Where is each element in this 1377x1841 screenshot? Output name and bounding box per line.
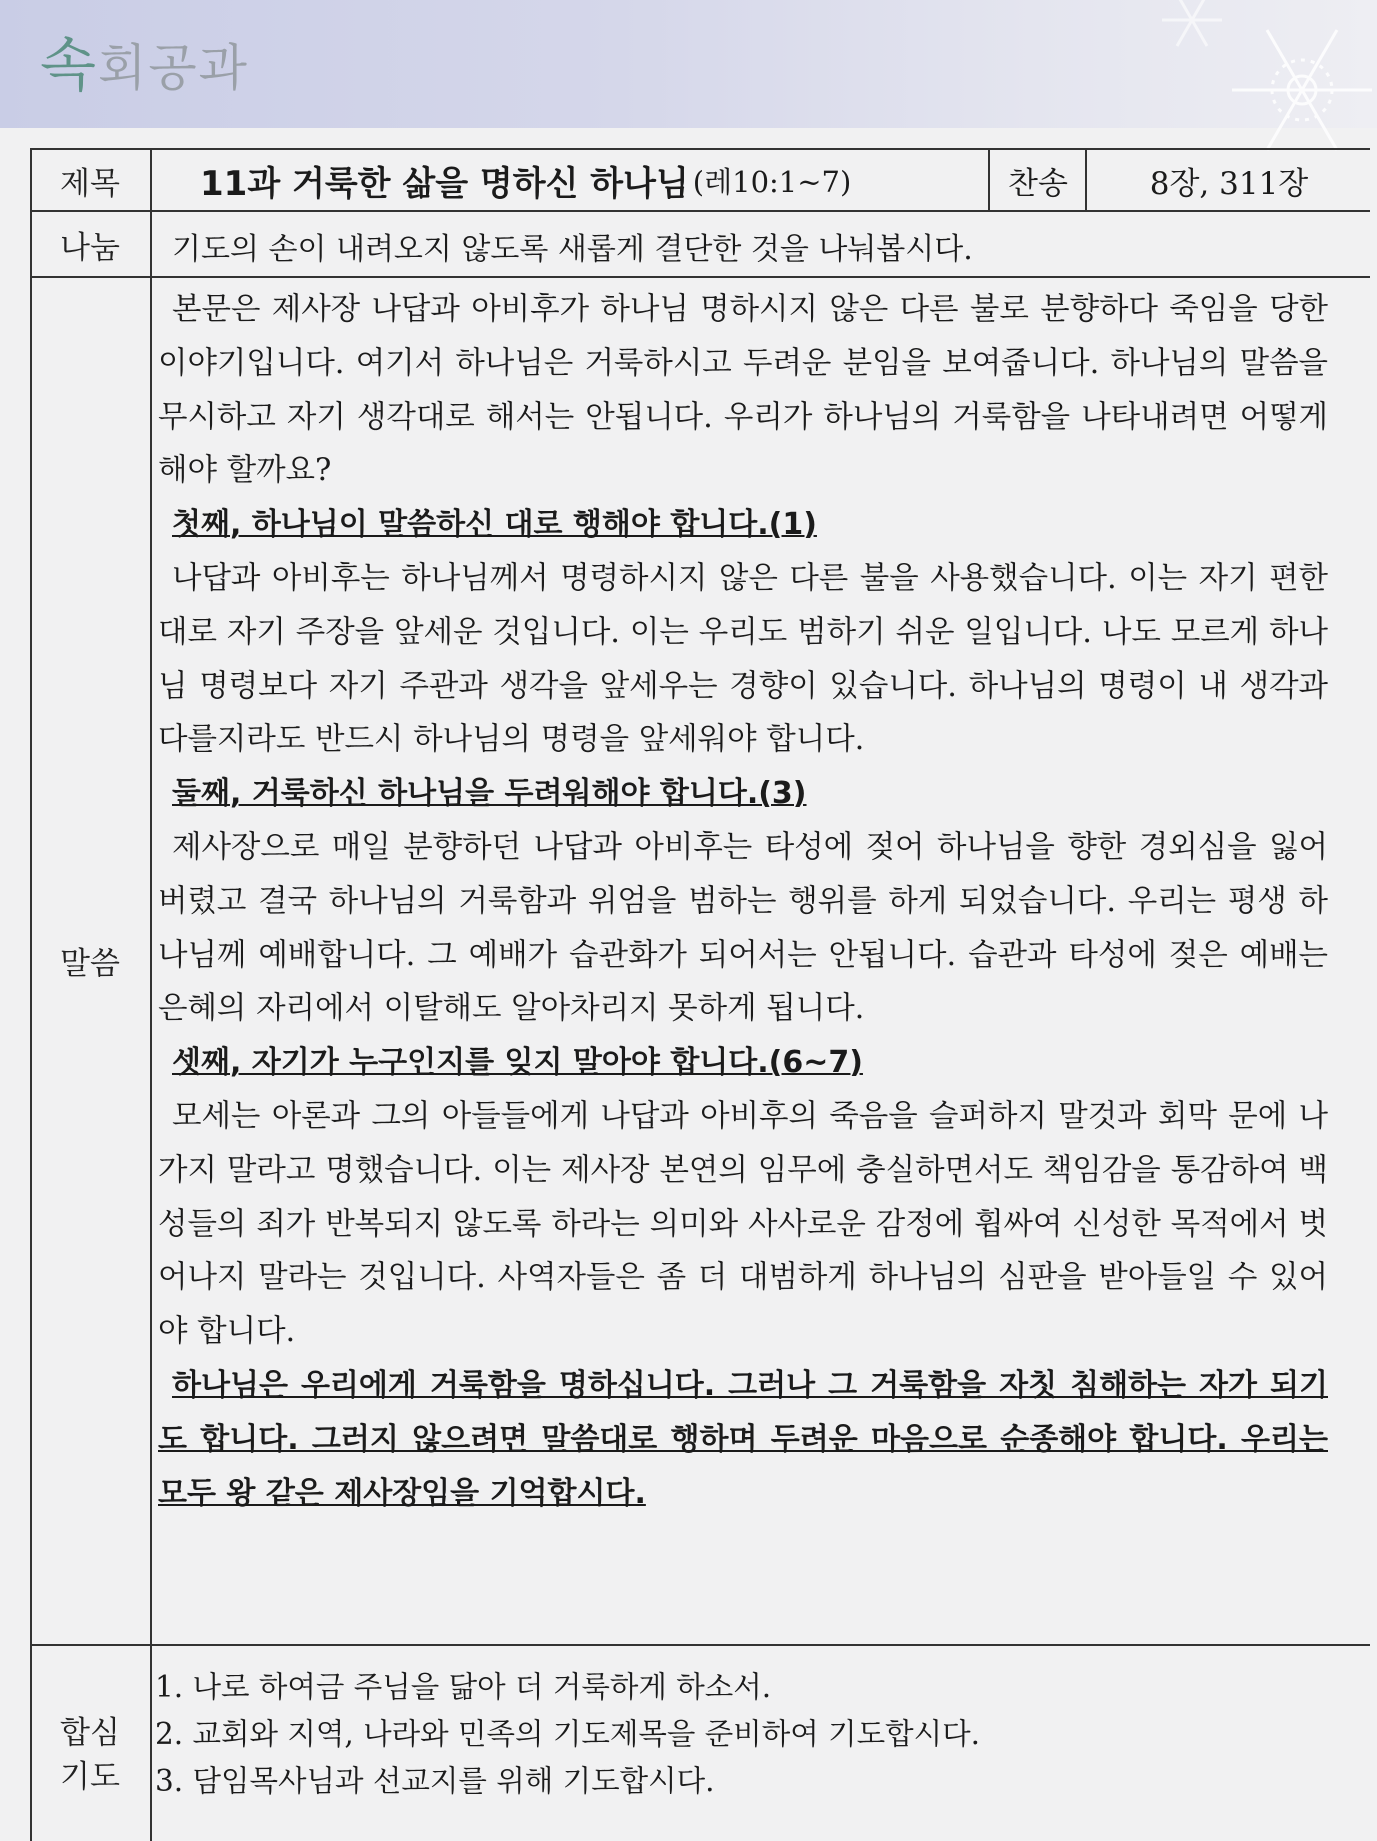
label-prayer-line2: 기도: [60, 1759, 120, 1795]
prayer-item: 3. 담임목사님과 선교지를 위해 기도합시다.: [155, 1764, 715, 1798]
series-title: [40, 18, 249, 102]
table-rule: [30, 276, 1370, 278]
point-text: 모세는 아론과 그의 아들들에게 나답과 아비후의 죽음을 슬퍼하지 말것과 회막 문에 나가지 말라고 명했습니다. 이는 제사장 본연의 임무에 충실하면서도 책임감을 통감하여 백성들의 죄가 반복되지 않도록 하라는 의미와 사사로운 감정에 휩싸여 신성한 목적에서 벗어나지 말라는 것입니다. 사역자들은 좀 더 대범하게 하나님의 심판을 받아들일 수 있어야 합니다.: [158, 1098, 1328, 1350]
share-prompt: 기도의 손이 내려오지 않도록 새롭게 결단한 것을 나눠봅시다.: [172, 232, 973, 267]
point-heading: 셋째, 자기가 누구인지를 잊지 말아야 합니다.(6~7): [172, 1045, 863, 1081]
series-title-first: 속: [40, 31, 99, 99]
scripture-reference: (레10:1~7): [692, 164, 852, 199]
hymn-label: 찬송: [1008, 165, 1068, 202]
label-prayer-line1: 합심: [60, 1715, 120, 1751]
table-rule: [30, 1644, 1370, 1646]
label-prayer: [30, 1690, 150, 1820]
label-word: 말씀: [60, 945, 120, 982]
label-share: 나눔: [60, 229, 120, 266]
sermon-body: [158, 283, 1328, 1520]
lesson-title-text: 11과 거룩한 삶을 명하신 하나님: [200, 163, 689, 204]
point-heading: 둘째, 거룩하신 하나님을 두려워해야 합니다.(3): [172, 776, 807, 812]
prayer-list: [155, 1664, 1335, 1805]
prayer-item: 1. 나로 하여금 주님을 닮아 더 거룩하게 하소서.: [155, 1670, 772, 1704]
point-text: 나답과 아비후는 하나님께서 명령하시지 않은 다른 불을 사용했습니다. 이는 자기 편한 대로 자기 주장을 앞세운 것입니다. 이는 우리도 범하기 쉬운 일입니다. 나도 모르게 하나님 명령보다 자기 주관과 생각을 앞세우는 경향이 있습니다. 하나님의 명령이 내 생각과 다를지라도 반드시 하나님의 명령을 앞세워야 합니다.: [158, 560, 1328, 758]
hymn-divider: [988, 148, 990, 210]
hymn-numbers: 8장, 311장: [1149, 165, 1309, 202]
lesson-title: [200, 150, 851, 210]
series-title-rest: 회공과: [98, 39, 249, 97]
hymn-divider: [1085, 148, 1087, 210]
point-heading: 첫째, 하나님이 말씀하신 대로 행해야 합니다.(1): [172, 507, 817, 543]
prayer-item: 2. 교회와 지역, 나라와 민족의 기도제목을 준비하여 기도합시다.: [155, 1717, 980, 1751]
label-column-divider: [150, 148, 152, 1841]
label-title: 제목: [60, 165, 120, 202]
table-rule: [30, 210, 1370, 212]
sermon-intro: 본문은 제사장 나답과 아비후가 하나님 명하시지 않은 다른 불로 분향하다 죽임을 당한 이야기입니다. 여기서 하나님은 거룩하시고 두려운 분임을 보여줍니다. 하나님의 말씀을 무시하고 자기 생각대로 해서는 안됩니다. 우리가 하나님의 거룩함을 나타내려면 어떻게 해야 할까요?: [158, 292, 1328, 489]
point-text: 제사장으로 매일 분향하던 나답과 아비후는 타성에 젖어 하나님을 향한 경외심을 잃어버렸고 결국 하나님의 거룩함과 위엄을 범하는 행위를 하게 되었습니다. 우리는 평생 하나님께 예배합니다. 그 예배가 습관화가 되어서는 안됩니다. 습관과 타성에 젖은 예배는 은혜의 자리에서 이탈해도 알아차리지 못하게 됩니다.: [158, 829, 1328, 1027]
sermon-conclusion: 하나님은 우리에게 거룩함을 명하십니다. 그러나 그 거룩함을 자칫 침해하는 자가 되기도 합니다. 그러지 않으려면 말씀대로 행하며 두려운 마음으로 순종해야 합니다. 우리는 모두 왕 같은 제사장임을 기억합시다.: [158, 1367, 1328, 1511]
